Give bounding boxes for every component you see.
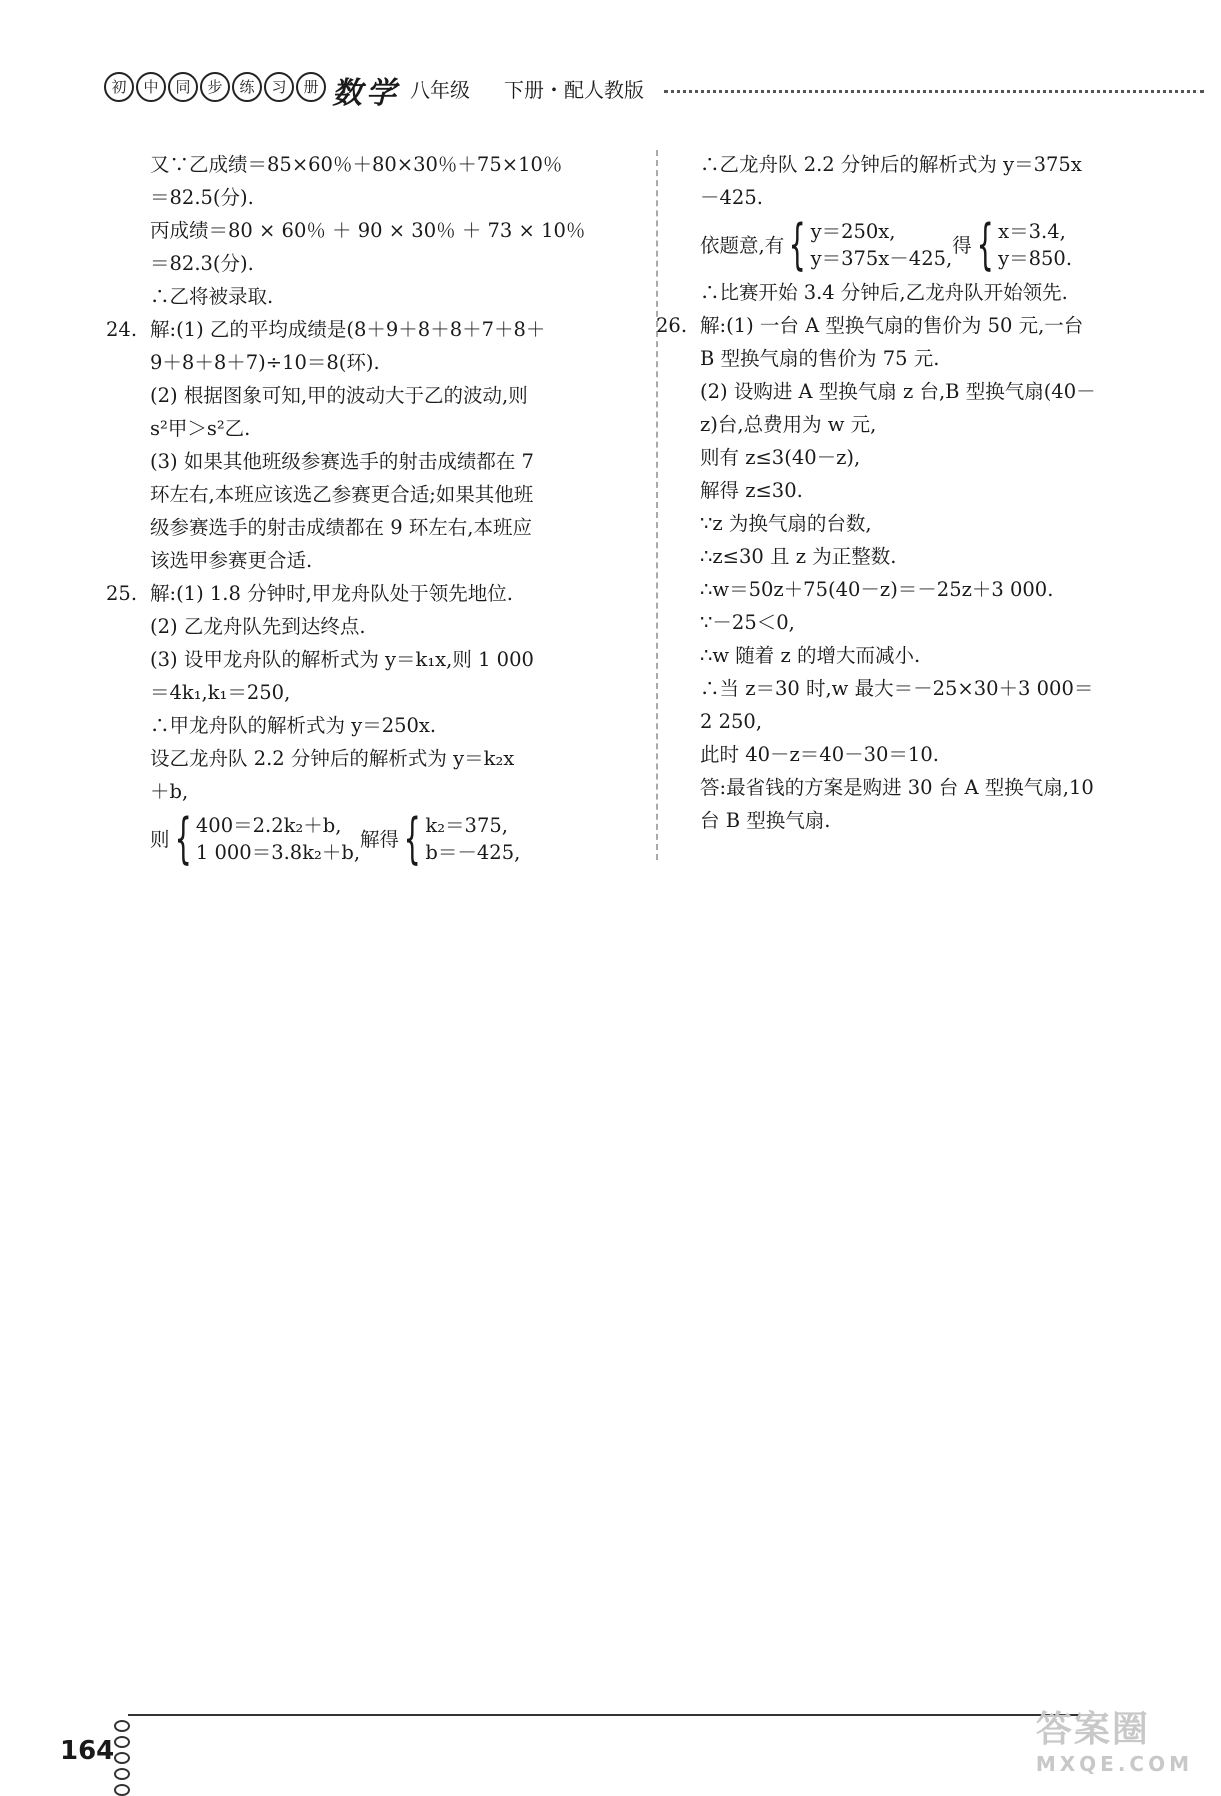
text-line: ＝82.3(分). [150,252,254,275]
text-line: ∴甲龙舟队的解析式为 y＝250x. [150,714,437,737]
text-line: 9＋8＋8＋7)÷10＝8(环). [150,351,380,374]
text-line: 丙成绩＝80 × 60％ ＋ 90 × 30％ ＋ 73 × 10％ [150,219,586,242]
text-line: ∴w＝50z＋75(40－z)＝－25z＋3 000. [700,578,1054,601]
series-badge: 练 [232,72,262,102]
text-line: ∵－25＜0, [700,611,795,634]
text-line: B 型换气扇的售价为 75 元. [700,347,940,370]
system-connector: 解得 [360,827,400,851]
watermark-logo [1036,1701,1193,1776]
equation-system [170,807,361,870]
equation: y＝250x, [810,220,896,243]
left-brace-icon: { [788,213,806,276]
footer-rule [128,1714,1098,1716]
equation-system [972,213,1073,276]
page-header [104,68,1214,111]
answer-text: 解:(1) 乙的平均成绩是(8＋9＋8＋8＋7＋8＋ [150,318,546,341]
answer-text: 解:(1) 一台 A 型换气扇的售价为 50 元,一台 [700,314,1084,337]
text-line: ∴当 z＝30 时,w 最大＝－25×30＋3 000＝ [700,677,1094,700]
text-line: 解得 z≤30. [700,479,803,502]
text-line: －425. [700,186,763,209]
left-brace-icon: { [403,807,421,870]
series-badges [104,72,326,102]
header-dotted-rule [664,90,1204,93]
equation-system-line [150,808,620,870]
text-line: (3) 如果其他班级参赛选手的射击成绩都在 7 [150,450,534,473]
text-line: 该选甲参赛更合适. [150,549,313,572]
left-brace-icon: { [174,807,192,870]
equation: 400＝2.2k₂＋b, [195,814,342,837]
system-connector: 得 [952,233,972,257]
question-26-line [656,309,1170,342]
equation: b＝－425, [425,841,521,864]
edition-label: 下册・配人教版 [504,78,644,102]
text-line: ＋b, [150,780,189,803]
watermark-url: MXQE.COM [1035,1752,1193,1776]
answer-text: 解:(1) 1.8 分钟时,甲龙舟队处于领先地位. [150,582,513,605]
series-badge: 中 [136,72,166,102]
text-line: ∴乙龙舟队 2.2 分钟后的解析式为 y＝375x [700,153,1082,176]
text-line: s²甲＞s²乙. [150,417,251,440]
text-line: 又∵乙成绩＝85×60％＋80×30％＋75×10％ [150,153,563,176]
text-line: 设乙龙舟队 2.2 分钟后的解析式为 y＝k₂x [150,747,515,770]
text-line: ＝4k₁,k₁＝250, [150,681,291,704]
series-badge: 册 [296,72,326,102]
equation-system [784,213,953,276]
text-line: ∴乙将被录取. [150,285,274,308]
page-number: 164 [60,1736,115,1766]
system-prefix: 依题意,有 [700,233,785,257]
watermark-text: 答案圈 [1035,1709,1150,1750]
question-number: 26. [656,314,688,337]
left-column [106,148,620,870]
equation: y＝375x－425, [810,247,953,270]
question-number: 24. [106,318,138,341]
equation-system [399,807,521,870]
text-line: ∵z 为换气扇的台数, [700,512,872,535]
series-badge: 习 [264,72,294,102]
text-line: (2) 设购进 A 型换气扇 z 台,B 型换气扇(40－ [700,380,1096,403]
text-line: z)台,总费用为 w 元, [700,413,877,436]
text-line: 2 250, [700,710,763,733]
text-line: (2) 根据图象可知,甲的波动大于乙的波动,则 [150,384,528,407]
equation: k₂＝375, [425,814,508,837]
text-line: ∴z≤30 且 z 为正整数. [700,545,897,568]
text-line: 答:最省钱的方案是购进 30 台 A 型换气扇,10 [700,776,1094,799]
text-line: 级参赛选手的射击成绩都在 9 环左右,本班应 [150,516,533,539]
text-line: 此时 40－z＝40－30＝10. [700,743,939,766]
question-number: 25. [106,582,138,605]
right-column [656,148,1170,837]
equation: y＝850. [998,247,1073,270]
equation: 1 000＝3.8k₂＋b, [195,841,361,864]
series-badge: 步 [200,72,230,102]
text-line: ∴w 随着 z 的增大而减小. [700,644,921,667]
text-line: ∴比赛开始 3.4 分钟后,乙龙舟队开始领先. [700,281,1068,304]
subject-title: 数学 [332,76,400,111]
series-badge: 初 [104,72,134,102]
equation-system-line [700,214,1170,276]
text-line: 台 B 型换气扇. [700,809,831,832]
text-line: 环左右,本班应该选乙参赛更合适;如果其他班 [150,483,534,506]
text-line: (2) 乙龙舟队先到达终点. [150,615,366,638]
text-line: 则有 z≤3(40－z), [700,446,861,469]
system-prefix: 则 [150,827,170,851]
column-divider [656,150,658,860]
spiral-binding-icon [114,1720,128,1796]
equation: x＝3.4, [998,220,1066,243]
series-badge: 同 [168,72,198,102]
text-line: ＝82.5(分). [150,186,254,209]
grade-label: 八年级 [410,78,470,102]
question-24-line [106,313,620,346]
text-line: (3) 设甲龙舟队的解析式为 y＝k₁x,则 1 000 [150,648,534,671]
question-25-line [106,577,620,610]
left-brace-icon: { [976,213,994,276]
